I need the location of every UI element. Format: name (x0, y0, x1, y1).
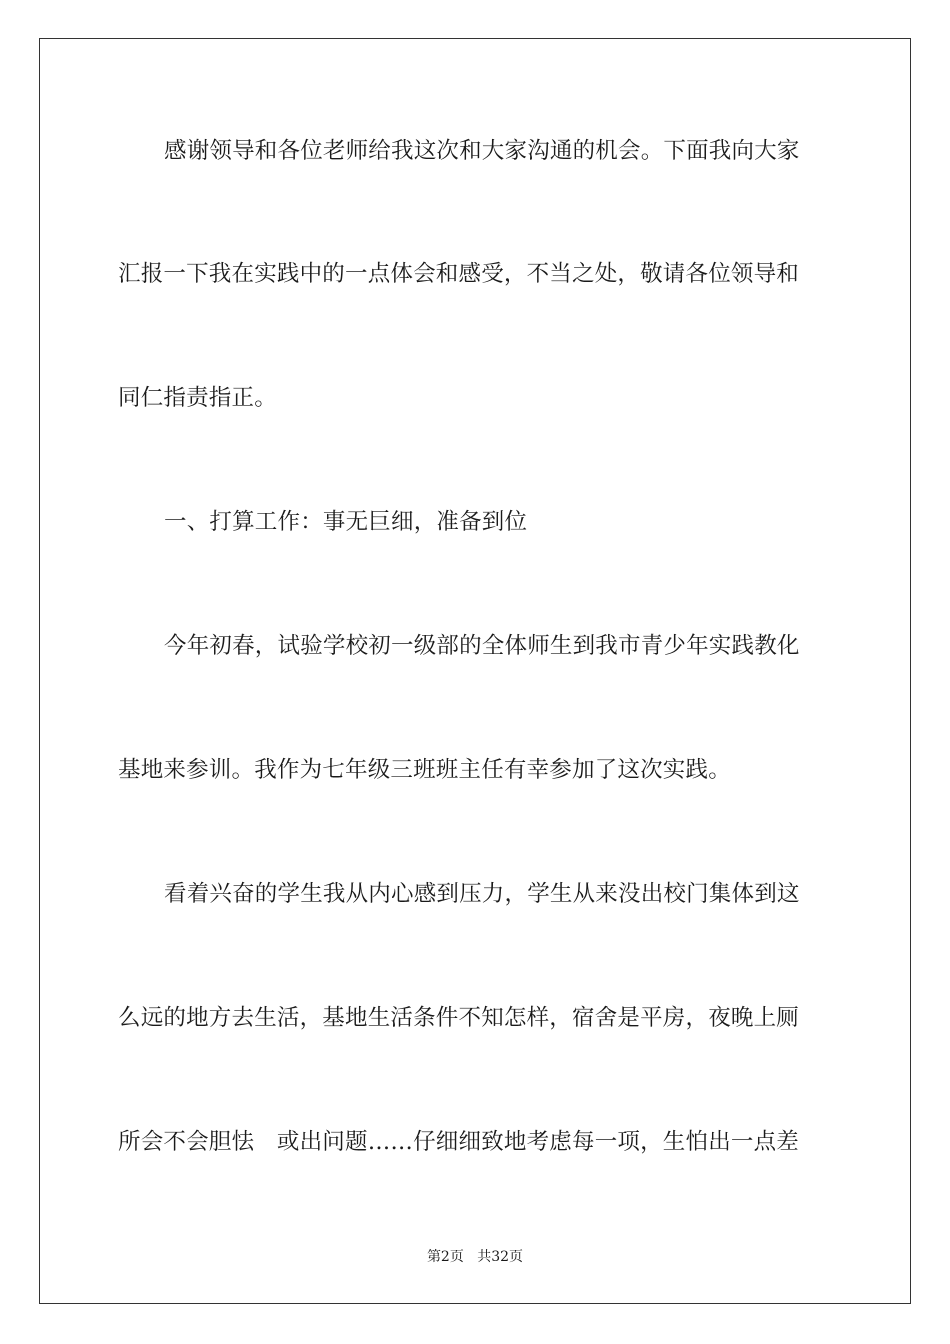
page-number: 第2页 (426, 1249, 464, 1265)
page-footer (0, 1248, 950, 1266)
body-text-line: 感谢领导和各位老师给我这次和大家沟通的机会。下面我向大家 (164, 138, 800, 164)
body-text-line: 么远的地方去生活，基地生活条件不知怎样，宿舍是平房，夜晚上厕 (118, 1005, 800, 1031)
body-text-line: 同仁指责指正。 (118, 385, 277, 411)
body-text-line: 所会不会胆怯 或出问题……仔细细致地考虑每一项，生怕出一点差 (118, 1129, 800, 1155)
body-text-line: 今年初春，试验学校初一级部的全体师生到我市青少年实践教化 (164, 633, 800, 659)
body-text-line: 看着兴奋的学生我从内心感到压力，学生从来没出校门集体到这 (164, 881, 800, 907)
page-total: 共32页 (477, 1249, 524, 1265)
body-text-line: 汇报一下我在实践中的一点体会和感受，不当之处，敬请各位领导和 (118, 261, 800, 287)
section-heading: 一、打算工作：事无巨细，准备到位 (164, 509, 528, 535)
page-border (39, 38, 911, 1304)
body-text-line: 基地来参训。我作为七年级三班班主任有幸参加了这次实践。 (118, 757, 731, 783)
